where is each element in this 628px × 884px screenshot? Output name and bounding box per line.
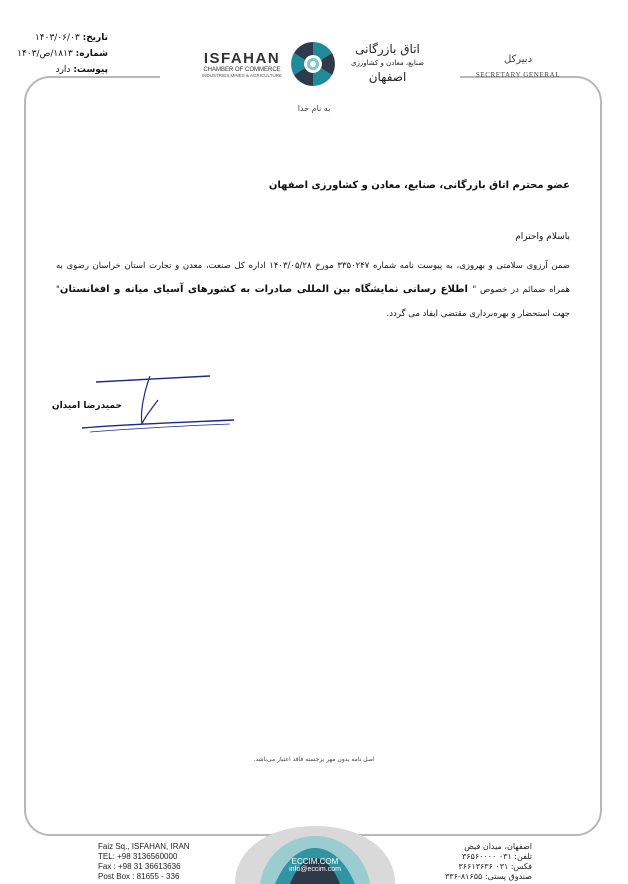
logo-en-line2: INDUSTRIES,MINES & AGRICULTURE	[202, 73, 282, 78]
signatory-name: حمیدرضا امیدان	[51, 401, 122, 411]
validity-note: اصل نامه بدون مهر برجسته فاقد اعتبار می‌باشد.	[253, 756, 375, 763]
footer-tel-en: TEL: +98 3136560000	[98, 852, 178, 861]
logo-persian	[340, 42, 435, 84]
date-label: تاریخ:	[82, 33, 108, 43]
chamber-emblem-icon	[289, 40, 337, 88]
number-row	[10, 46, 108, 62]
footer-website[interactable]: ECCIM.COM	[291, 857, 339, 866]
footer-address-fa: اصفهان، میدان فیض	[464, 842, 532, 851]
secretary-general-en: SECRETARY GENERAL	[475, 71, 561, 79]
footer-pobox-fa: صندوق پستی: ۸۱۶۵۵-۳۳۶	[445, 872, 532, 881]
greeting: باسلام واحترام	[515, 232, 570, 242]
secretary-general-block	[470, 54, 566, 79]
logo-en-line1: CHAMBER OF COMMERCE	[203, 67, 281, 73]
number-value: ۱۸۱۳/ص/۱۴۰۳	[17, 49, 73, 59]
attachment-row	[10, 62, 108, 78]
footer-tel-fa: تلفن: ۰۳۱ ۳۶۵۶۰۰۰۰	[461, 852, 532, 861]
body-part1: ضمن آرزوی سلامتی و بهروزی، به پیوست نامه شماره ۳۳۵۰۲۴۷ مورخ ۱۴۰۳/۰۵/۲۸ اداره کل صنعت، معدن و تجارت استان خراسان رضوی به همراه ضمائم در خصوص "	[56, 261, 571, 295]
date-value: ۱۴۰۳/۰۶/۰۳	[34, 33, 80, 43]
logo-fa-line2: صنایع، معادن و کشاورزی	[350, 59, 425, 67]
body-subject: اطلاع رسانی نمایشگاه بین المللی صادرات به کشورهای آسیای میانه و افغانستان	[59, 284, 473, 295]
logo-english	[197, 50, 287, 78]
footer-fax-en: Fax : +98 31 36613636	[98, 862, 181, 871]
bismillah: به نام خدا	[297, 104, 331, 113]
secretary-general-fa: دبیرکل	[503, 54, 533, 65]
footer-contact-fa	[432, 842, 532, 882]
attachment-label: پیوست:	[73, 65, 108, 75]
letter-meta	[10, 30, 108, 78]
footer-fax-fa: فکس: ۰۳۱ ۳۶۶۱۳۶۳۶	[458, 862, 532, 871]
footer-email[interactable]: info@eccim.com	[289, 866, 341, 873]
body-part2: " جهت استحضار و بهره‌برداری مقتضی ایفاد می گردد.	[56, 285, 570, 319]
footer-pobox-en: Post Box : 81655 - 336	[98, 872, 180, 881]
recipient-line: عضو محترم اتاق بازرگانی، صنایع، معادن و کشاورزی اصفهان	[268, 180, 570, 191]
date-row	[10, 30, 108, 46]
footer-address-en: Faiz Sq., ISFAHAN, IRAN	[98, 842, 190, 851]
footer-contact-en	[98, 842, 190, 882]
attachment-value: دارد	[55, 65, 71, 75]
logo-fa-line1: اتاق بازرگانی	[355, 42, 420, 56]
logo-fa-line3: اصفهان	[368, 70, 407, 84]
logo-en-name: ISFAHAN	[203, 50, 281, 67]
number-label: شماره:	[75, 49, 108, 59]
letter-body	[56, 254, 570, 326]
footer-web	[265, 857, 365, 873]
signature	[51, 372, 240, 434]
